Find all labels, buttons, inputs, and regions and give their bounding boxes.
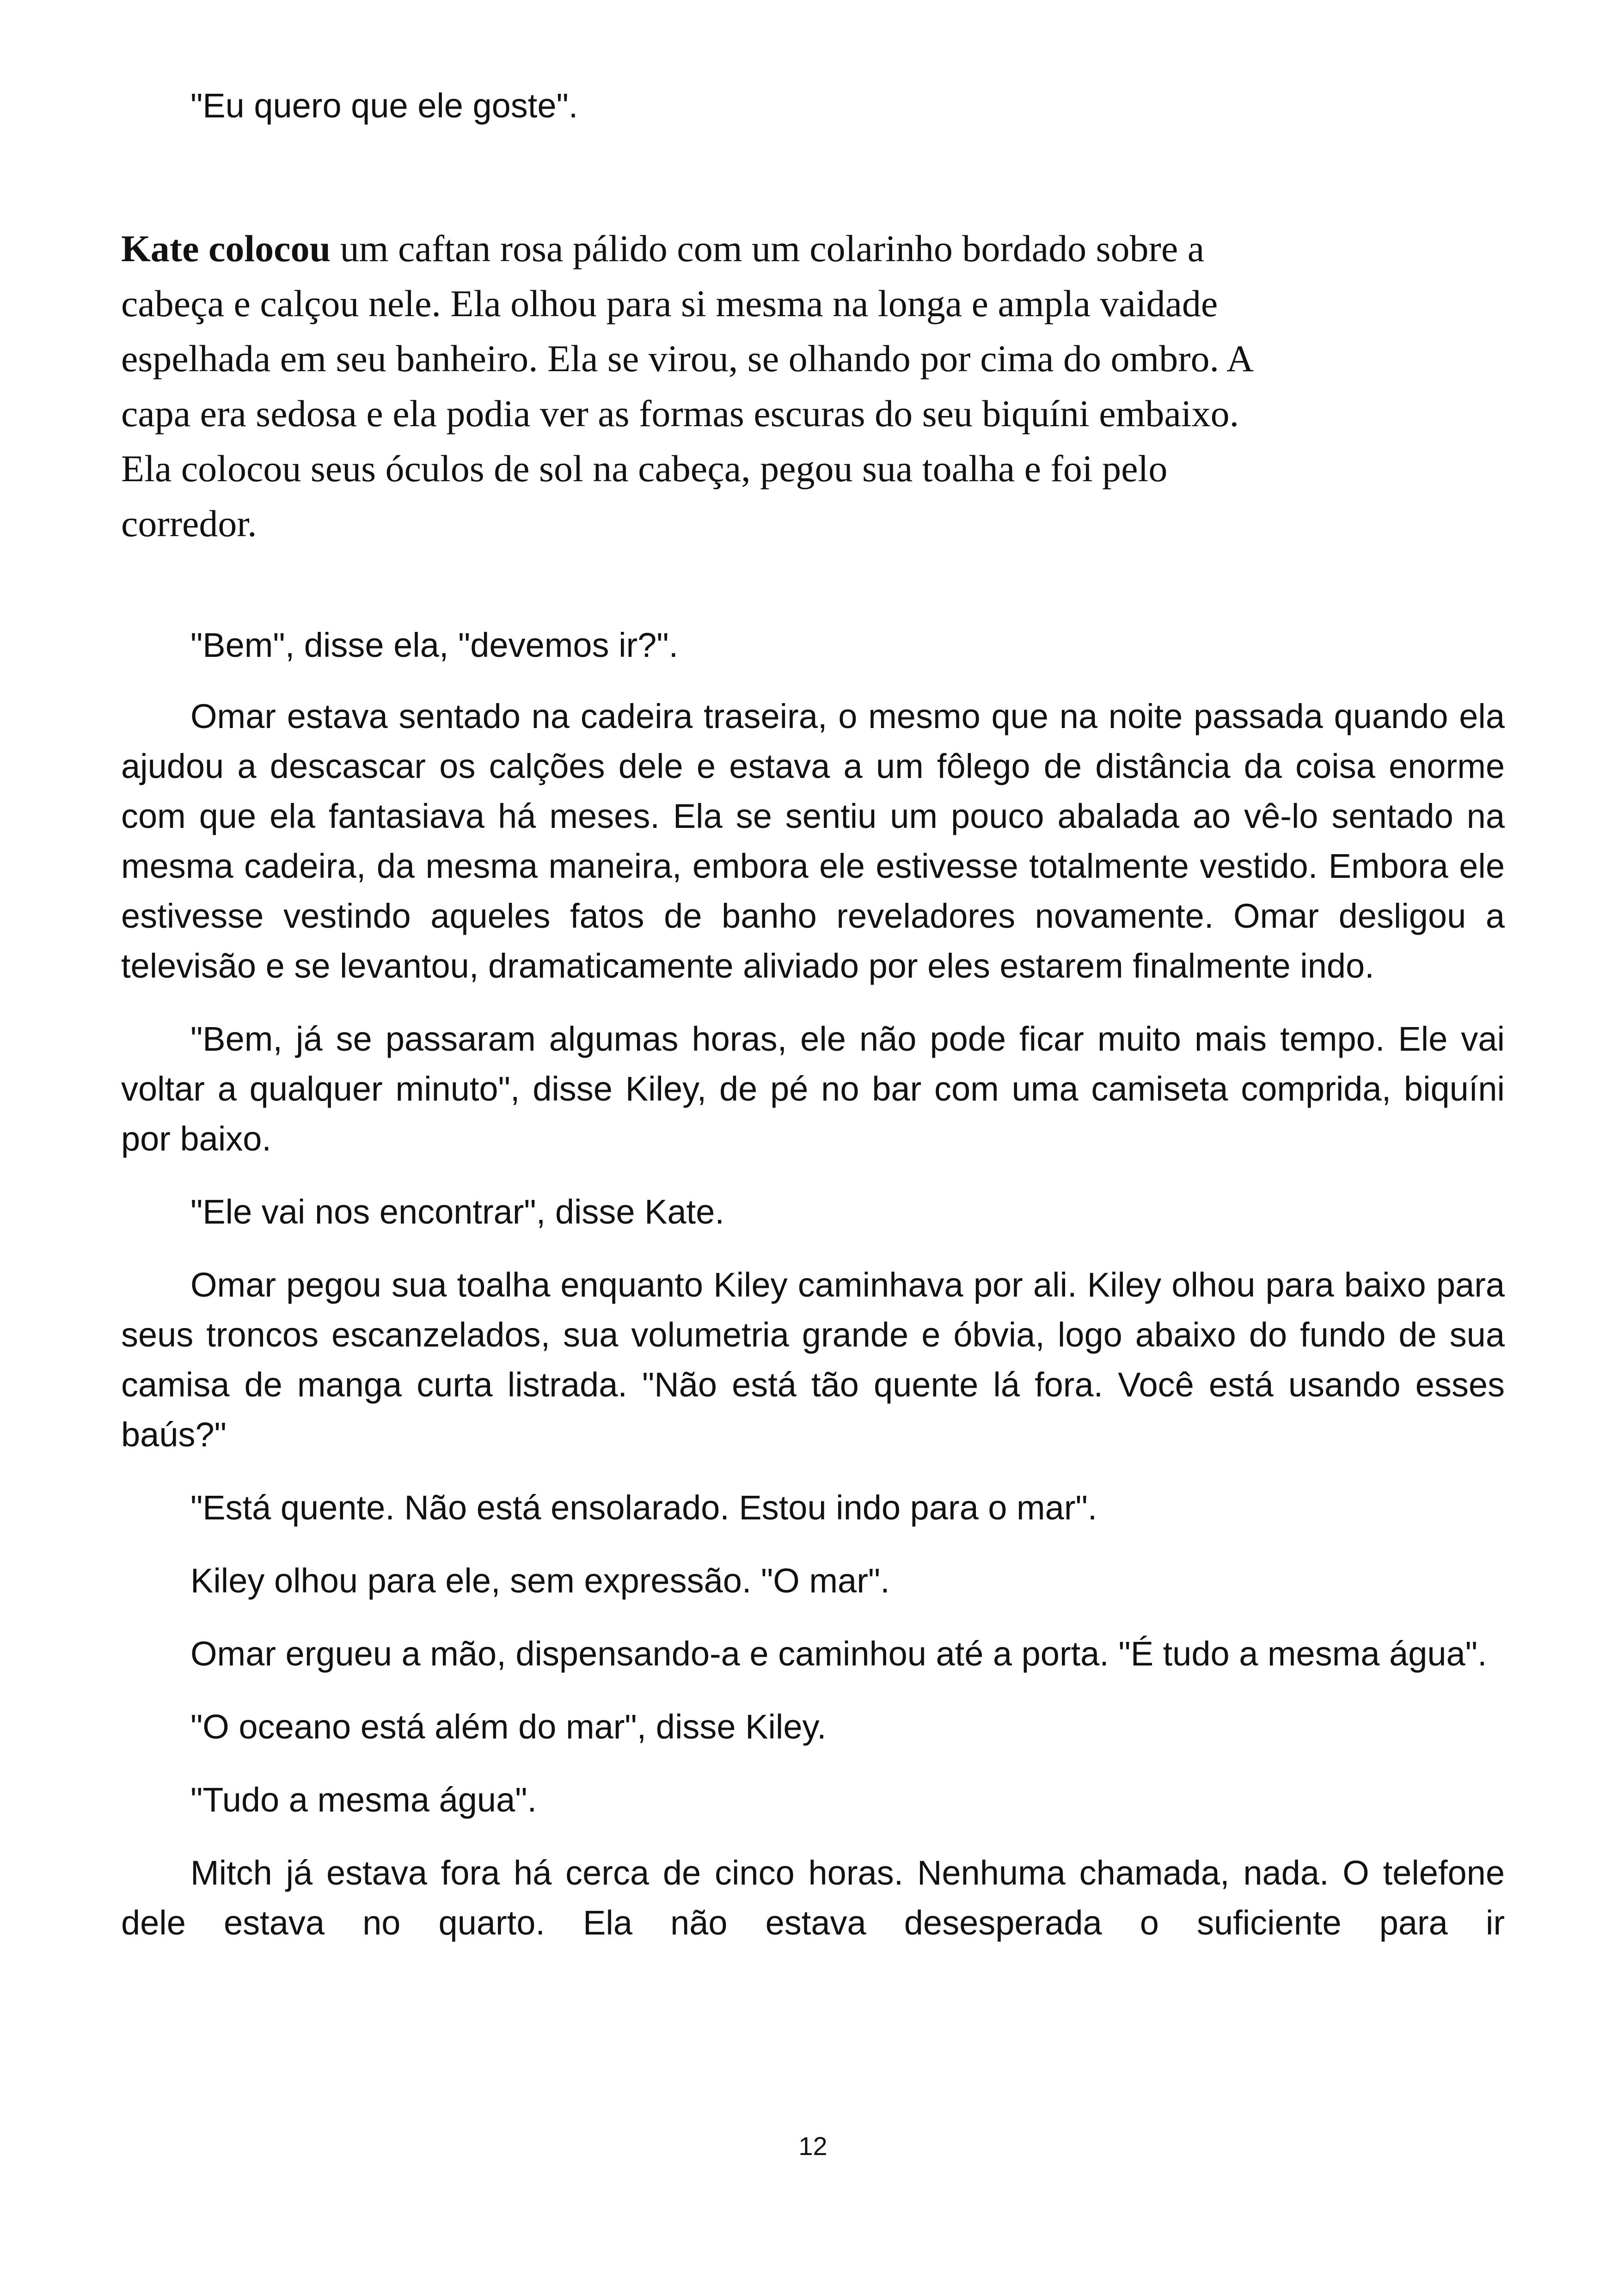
paragraph: Kiley olhou para ele, sem expressão. "O mar". (190, 1561, 890, 1600)
paragraph: Omar ergueu a mão, dispensando-a e caminhou até a porta. "É tudo a mesma água". (190, 1635, 1487, 1673)
document-page (121, 0, 1505, 2296)
paragraph: Omar estava sentado na cadeira traseira, o mesmo que na noite passada quando ela ajudou a descascar os calções dele e estava a um fôlego de distância da coisa enorme com que ela fantasiava há meses. Ela se sentiu um pouco abalada ao vê-lo sentado na mesma cadeira, da mesma maneira, embora ele estivesse totalmente vestido. Embora ele estivesse vestindo aqueles fatos de banho reveladores novamente. Omar desligou a televisão e se levantou, dramaticamente aliviado por eles estarem finalmente indo. (121, 697, 1505, 985)
serif-line: Ela colocou seus óculos de sol na cabeça, pegou sua toalha e foi pelo (121, 447, 1168, 490)
paragraph: "Ele vai nos encontrar", disse Kate. (190, 1193, 724, 1231)
serif-line: cabeça e calçou nele. Ela olhou para si mesma na longa e ampla vaidade (121, 282, 1218, 325)
body-text (121, 692, 1505, 1948)
serif-line: capa era sedosa e ela podia ver as formas escuras do seu biquíni embaixo. (121, 392, 1239, 435)
page-number: 12 (798, 2131, 827, 2161)
serif-line (121, 221, 1505, 276)
paragraph: "Bem, já se passaram algumas horas, ele não pode ficar muito mais tempo. Ele vai voltar a qualquer minuto", disse Kiley, de pé no bar com uma camiseta comprida, biquíni por baixo. (121, 1020, 1505, 1158)
serif-line-text: um caftan rosa pálido com um colarinho bordado sobre a (331, 227, 1205, 269)
serif-line: corredor. (121, 502, 257, 545)
dialogue-line-bem: "Bem", disse ela, "devemos ir?". (190, 626, 679, 664)
serif-line: espelhada em seu banheiro. Ela se virou, se olhando por cima do ombro. A (121, 337, 1254, 380)
bold-lead: Kate colocou (121, 227, 331, 269)
paragraph: "O oceano está além do mar", disse Kiley. (190, 1708, 827, 1746)
paragraph: "Está quente. Não está ensolarado. Estou indo para o mar". (190, 1488, 1097, 1527)
paragraph: Omar pegou sua toalha enquanto Kiley caminhava por ali. Kiley olhou para baixo para seus troncos escanzelados, sua volumetria grande e óbvia, logo abaixo do fundo de sua camisa de manga curta listrada. "Não está tão quente lá fora. Você está usando esses baús?" (121, 1266, 1505, 1454)
paragraph: Mitch já estava fora há cerca de cinco horas. Nenhuma chamada, nada. O telefone dele estava no quarto. Ela não estava desesperada o suficiente para ir (121, 1854, 1505, 1942)
serif-paragraph (121, 221, 1505, 551)
opening-quote-line: "Eu quero que ele goste". (190, 86, 578, 125)
paragraph: "Tudo a mesma água". (190, 1781, 537, 1819)
